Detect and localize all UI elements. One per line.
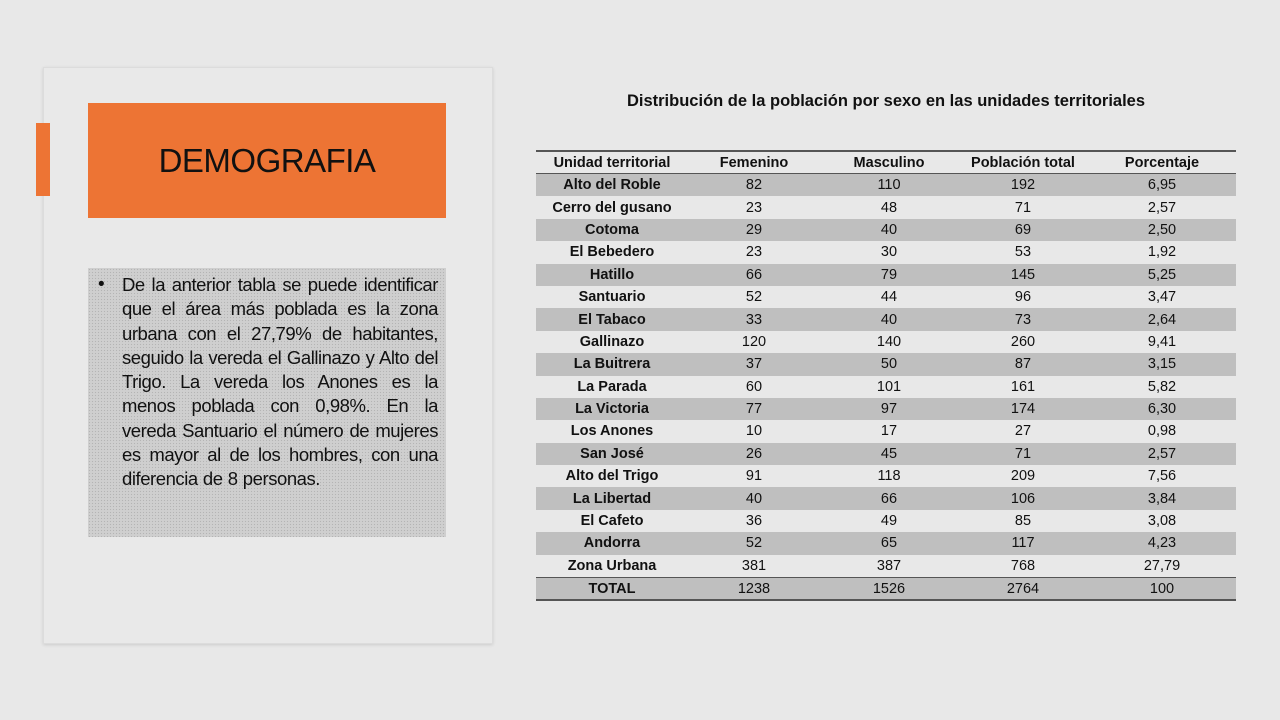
cell-masculino: 44 <box>880 289 898 306</box>
cell-unidad: La Buitrera <box>536 353 688 375</box>
table-row <box>536 420 1236 442</box>
table-row <box>536 510 1236 532</box>
cell-unidad: La Libertad <box>536 487 688 509</box>
cell-femenino: 10 <box>745 423 763 440</box>
cell-femenino: 77 <box>688 398 820 420</box>
cell-porcentaje: 3,08 <box>1147 513 1177 530</box>
cell-masculino: 45 <box>820 443 958 465</box>
cell-femenino: 66 <box>688 264 820 286</box>
cell-poblacion-total: 87 <box>958 353 1088 375</box>
bullet-text: De la anterior tabla se puede identificar que el área más poblada es la zona urbana con el 27,79% de habitantes, seguido la vereda el Gallinazo y Alto del Trigo. La vereda los Anones es la menos poblada con 0,98%. En la vereda Santuario el número de mujeres es mayor al de los hombres, con una diferencia de 8 personas. <box>122 274 438 490</box>
cell-porcentaje: 6,95 <box>1088 174 1236 197</box>
table-row <box>536 353 1236 375</box>
total-row <box>536 578 1236 601</box>
cell-poblacion-total: 161 <box>1010 378 1036 395</box>
cell-unidad: Gallinazo <box>579 333 645 350</box>
cell-masculino: 110 <box>820 174 958 197</box>
cell-femenino: 23 <box>745 199 763 216</box>
cell-poblacion-total: 2764 <box>958 578 1088 601</box>
cell-poblacion-total: 209 <box>1010 468 1036 485</box>
table-row <box>536 331 1236 353</box>
cell-poblacion-total: 174 <box>958 398 1088 420</box>
cell-masculino: 50 <box>820 353 958 375</box>
table-row <box>536 487 1236 509</box>
population-table <box>536 150 1236 601</box>
cell-masculino: 97 <box>820 398 958 420</box>
table-body <box>536 174 1236 601</box>
cell-unidad: Alto del Trigo <box>565 468 659 485</box>
cell-masculino: 17 <box>880 423 898 440</box>
cell-porcentaje: 3,47 <box>1147 289 1177 306</box>
cell-unidad: Andorra <box>536 532 688 554</box>
cell-poblacion-total: 260 <box>1010 333 1036 350</box>
cell-masculino: 48 <box>880 199 898 216</box>
cell-porcentaje: 2,64 <box>1088 308 1236 330</box>
cell-unidad: Cerro del gusano <box>552 199 672 216</box>
cell-porcentaje: 7,56 <box>1147 468 1177 485</box>
cell-femenino: 91 <box>745 468 763 485</box>
header-masculino: Masculino <box>820 151 958 174</box>
table-row <box>536 264 1236 286</box>
cell-femenino: 1238 <box>688 578 820 601</box>
cell-poblacion-total: 73 <box>958 308 1088 330</box>
cell-unidad: Cotoma <box>536 219 688 241</box>
cell-masculino: 65 <box>820 532 958 554</box>
cell-masculino: 1526 <box>820 578 958 601</box>
header-porcentaje: Porcentaje <box>1088 151 1236 174</box>
cell-poblacion-total: 192 <box>958 174 1088 197</box>
cell-porcentaje: 0,98 <box>1147 423 1177 440</box>
cell-porcentaje: 9,41 <box>1147 333 1177 350</box>
title-box <box>88 103 446 218</box>
cell-porcentaje: 6,30 <box>1088 398 1236 420</box>
cell-porcentaje: 4,23 <box>1088 532 1236 554</box>
table-row <box>536 308 1236 330</box>
cell-masculino: 40 <box>820 308 958 330</box>
header-femenino: Femenino <box>688 151 820 174</box>
header-unidad: Unidad territorial <box>536 151 688 174</box>
table-row <box>536 555 1236 578</box>
cell-porcentaje: 3,15 <box>1088 353 1236 375</box>
cell-poblacion-total: 145 <box>958 264 1088 286</box>
cell-unidad: San José <box>536 443 688 465</box>
summary-box <box>88 268 446 537</box>
cell-porcentaje: 5,82 <box>1147 378 1177 395</box>
cell-femenino: 381 <box>741 557 767 574</box>
cell-masculino: 30 <box>880 244 898 261</box>
cell-femenino: 82 <box>688 174 820 197</box>
cell-masculino: 49 <box>880 513 898 530</box>
header-poblacion-total: Población total <box>958 151 1088 174</box>
cell-unidad: La Victoria <box>536 398 688 420</box>
table-row <box>536 174 1236 197</box>
cell-masculino: 387 <box>876 557 902 574</box>
cell-masculino: 66 <box>820 487 958 509</box>
cell-femenino: 52 <box>745 289 763 306</box>
cell-porcentaje: 3,84 <box>1088 487 1236 509</box>
cell-femenino: 23 <box>745 244 763 261</box>
table-row <box>536 398 1236 420</box>
cell-femenino: 120 <box>741 333 767 350</box>
cell-femenino: 36 <box>745 513 763 530</box>
cell-unidad: Alto del Roble <box>536 174 688 197</box>
cell-porcentaje: 2,57 <box>1088 443 1236 465</box>
cell-femenino: 40 <box>688 487 820 509</box>
cell-masculino: 40 <box>820 219 958 241</box>
cell-poblacion-total: 53 <box>1014 244 1032 261</box>
table-row <box>536 286 1236 308</box>
table-row <box>536 532 1236 554</box>
cell-unidad: La Parada <box>577 378 647 395</box>
table-header-row <box>536 151 1236 174</box>
cell-poblacion-total: 27 <box>1014 423 1032 440</box>
cell-unidad: El Bebedero <box>569 244 655 261</box>
cell-femenino: 29 <box>688 219 820 241</box>
cell-poblacion-total: 71 <box>958 443 1088 465</box>
cell-poblacion-total: 768 <box>1010 557 1036 574</box>
accent-bar <box>36 123 50 196</box>
table-row <box>536 241 1236 263</box>
cell-femenino: 37 <box>688 353 820 375</box>
cell-unidad: El Tabaco <box>536 308 688 330</box>
cell-porcentaje: 2,57 <box>1147 199 1177 216</box>
table-row <box>536 219 1236 241</box>
cell-femenino: 52 <box>688 532 820 554</box>
cell-porcentaje: 5,25 <box>1088 264 1236 286</box>
cell-femenino: 26 <box>688 443 820 465</box>
cell-poblacion-total: 85 <box>1014 513 1032 530</box>
table-title: Distribución de la población por sexo en las unidades territoriales <box>626 92 1146 110</box>
cell-porcentaje: 27,79 <box>1143 557 1181 574</box>
cell-poblacion-total: 106 <box>958 487 1088 509</box>
cell-unidad: TOTAL <box>536 578 688 601</box>
table-row <box>536 376 1236 398</box>
bullet-item <box>98 273 438 492</box>
cell-unidad: Los Anones <box>570 423 654 440</box>
table-row <box>536 196 1236 218</box>
cell-masculino: 118 <box>877 468 901 485</box>
cell-unidad: El Cafeto <box>580 513 644 530</box>
cell-unidad: Hatillo <box>536 264 688 286</box>
cell-poblacion-total: 117 <box>958 532 1088 554</box>
cell-masculino: 79 <box>820 264 958 286</box>
cell-poblacion-total: 69 <box>958 219 1088 241</box>
cell-masculino: 140 <box>876 333 902 350</box>
cell-porcentaje: 2,50 <box>1088 219 1236 241</box>
cell-poblacion-total: 71 <box>1014 199 1032 216</box>
cell-femenino: 60 <box>745 378 763 395</box>
cell-unidad: Santuario <box>578 289 646 306</box>
cell-femenino: 33 <box>688 308 820 330</box>
bullet-icon: • <box>98 274 105 295</box>
cell-unidad: Zona Urbana <box>567 557 657 574</box>
slide-title: DEMOGRAFIA <box>158 141 376 179</box>
table-row <box>536 465 1236 487</box>
table-row <box>536 443 1236 465</box>
cell-poblacion-total: 96 <box>1014 289 1032 306</box>
cell-masculino: 101 <box>876 378 902 395</box>
cell-porcentaje: 1,92 <box>1147 244 1177 261</box>
cell-porcentaje: 100 <box>1088 578 1236 601</box>
